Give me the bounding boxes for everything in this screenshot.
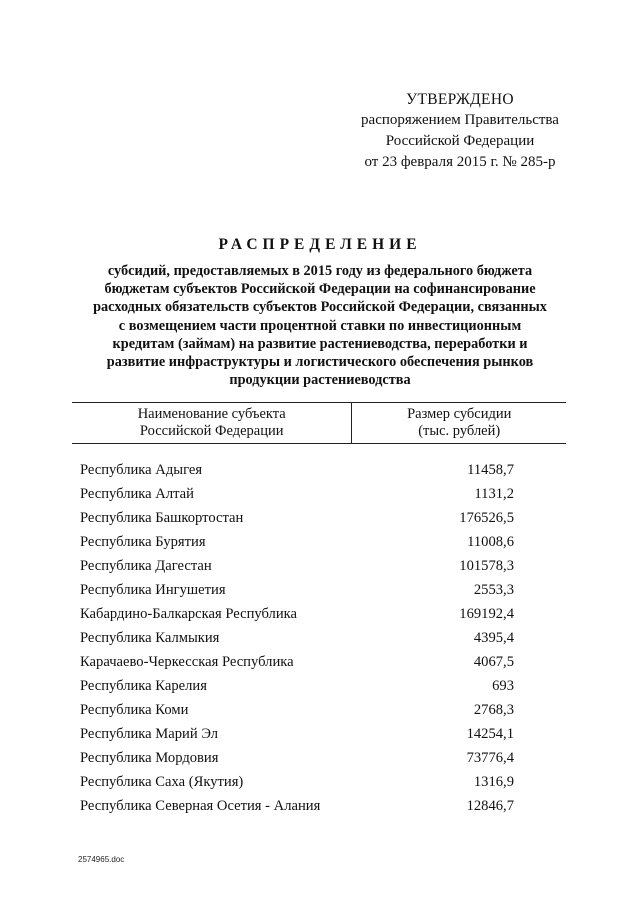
subject-name: Республика Калмыкия [80, 629, 220, 646]
table-header [72, 402, 566, 444]
approval-heading: УТВЕРЖДЕНО [406, 91, 514, 108]
column-header-subject-line1: Наименование субъекта [137, 406, 286, 422]
document-subtitle [70, 262, 570, 389]
table-row [80, 458, 560, 482]
subject-name: Республика Марий Эл [80, 725, 219, 742]
subsidy-amount: 11458,7 [467, 461, 514, 478]
subtitle-line: с возмещением части процентной ставки по инвестиционным [118, 317, 522, 334]
document-title: РАСПРЕДЕЛЕНИЕ [218, 236, 422, 253]
approval-block [330, 89, 590, 173]
table-row [80, 770, 560, 794]
subsidy-amount: 101578,3 [459, 557, 514, 574]
subject-name: Республика Бурятия [80, 533, 206, 550]
subtitle-line: бюджетам субъектов Российской Федерации на софинансирование [104, 281, 536, 298]
subsidy-amount: 2768,3 [473, 701, 514, 718]
subsidy-amount: 1131,2 [474, 485, 514, 502]
subject-name: Кабардино-Балкарская Республика [80, 605, 297, 622]
subject-name: Республика Ингушетия [80, 581, 226, 598]
column-header-subject-line2: Российской Федерации [139, 423, 284, 439]
table-row [80, 602, 560, 626]
subsidy-amount: 4067,5 [473, 653, 514, 670]
table-row [80, 578, 560, 602]
column-header-amount-line1: Размер субсидии [407, 406, 512, 422]
subsidy-amount: 12846,7 [466, 797, 514, 814]
table-row [80, 722, 560, 746]
subject-name: Республика Карелия [80, 677, 207, 694]
subtitle-line: расходных обязательств субъектов Российской Федерации, связанных [93, 299, 547, 316]
approval-line-3: от 23 февраля 2015 г. № 285-р [364, 154, 556, 170]
subject-name: Карачаево-Черкесская Республика [80, 653, 294, 670]
subsidy-amount: 176526,5 [459, 509, 514, 526]
table-header-rule [72, 443, 566, 444]
subject-name: Республика Дагестан [80, 557, 212, 574]
subtitle-line: развитие инфраструктуры и логистического обеспечения рынков [106, 354, 534, 371]
approval-line-2: Российской Федерации [385, 133, 535, 149]
table-body [80, 458, 560, 818]
subsidy-amount: 4395,4 [473, 629, 514, 646]
table-row [80, 506, 560, 530]
subtitle-line: кредитам (займам) на развитие растениеводства, переработки и [112, 335, 528, 352]
subject-name: Республика Мордовия [80, 749, 219, 766]
subject-name: Республика Коми [80, 701, 189, 718]
subtitle-line: продукции растениеводства [229, 372, 411, 389]
footer-filename: 2574965.doc [78, 855, 125, 864]
table-row [80, 530, 560, 554]
table-row [80, 746, 560, 770]
table-row [80, 482, 560, 506]
subsidy-amount: 1316,9 [473, 773, 514, 790]
table-row [80, 554, 560, 578]
subtitle-line: субсидий, предоставляемых в 2015 году из федерального бюджета [107, 263, 533, 279]
column-header-subject [72, 403, 351, 443]
table-row [80, 698, 560, 722]
table-row [80, 626, 560, 650]
table-row [80, 674, 560, 698]
subject-name: Республика Башкортостан [80, 509, 244, 526]
subsidy-amount: 14254,1 [466, 725, 514, 742]
column-header-amount-line2: (тыс. рублей) [418, 423, 501, 439]
subsidy-amount: 2553,3 [473, 581, 514, 598]
subsidy-amount: 11008,6 [467, 533, 514, 550]
subject-name: Республика Северная Осетия - Алания [80, 797, 321, 814]
subsidy-amount: 169192,4 [459, 605, 514, 622]
subsidy-amount: 693 [492, 677, 514, 694]
subject-name: Республика Адыгея [80, 461, 203, 478]
subsidy-amount: 73776,4 [466, 749, 514, 766]
subject-name: Республика Саха (Якутия) [80, 773, 244, 790]
subject-name: Республика Алтай [80, 485, 194, 502]
approval-line-1: распоряжением Правительства [361, 112, 559, 128]
table-row [80, 794, 560, 818]
table-row [80, 650, 560, 674]
column-header-amount [352, 403, 566, 443]
